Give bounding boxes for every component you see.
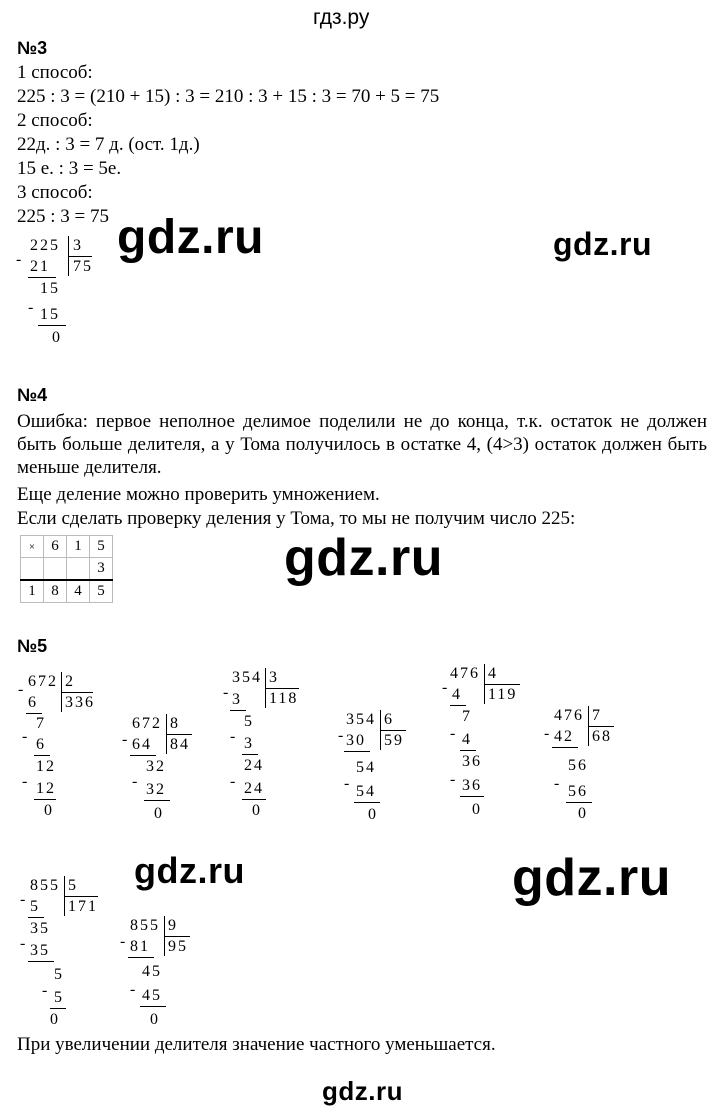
site-title[interactable]: гдз.ру	[313, 6, 370, 29]
step: 0	[578, 805, 588, 822]
step: 4	[462, 731, 472, 748]
dividend: 354	[346, 711, 376, 728]
step: 64	[132, 736, 152, 753]
minus-sign: -	[20, 891, 28, 908]
step: 12	[36, 780, 56, 797]
table-cell: 8	[44, 580, 67, 603]
table-cell	[67, 558, 90, 581]
step: 21	[30, 258, 50, 275]
task4-paragraph-3: Если сделать проверку деления у Тома, то мы не получим число 225:	[17, 508, 576, 529]
divisor: 3	[269, 669, 279, 686]
table-cell: ×	[21, 536, 44, 558]
table-cell: 1	[21, 580, 44, 603]
quotient: 95	[168, 938, 188, 955]
step: 54	[356, 759, 376, 776]
step: 5	[54, 989, 64, 1006]
dividend: 476	[554, 707, 584, 724]
dividend: 672	[132, 715, 162, 732]
step: 81	[130, 938, 150, 955]
step: 5	[30, 898, 40, 915]
minus-sign: -	[22, 773, 30, 790]
divisor: 5	[68, 877, 78, 894]
quotient: 118	[269, 690, 299, 707]
divisor: 4	[488, 665, 498, 682]
task3-line-6: 3 способ:	[17, 182, 93, 203]
step: 7	[36, 715, 46, 732]
table-cell: 5	[90, 580, 113, 603]
step: 5	[54, 966, 64, 983]
minus-sign: -	[28, 299, 36, 316]
minus-sign: -	[18, 681, 26, 698]
table-cell: 1	[67, 536, 90, 558]
divisor: 2	[65, 673, 75, 690]
dividend: 354	[232, 669, 262, 686]
watermark-footer[interactable]: gdz.ru	[322, 1076, 403, 1106]
task3-line-3: 2 способ:	[17, 110, 93, 131]
minus-sign: -	[230, 728, 238, 745]
quotient: 75	[73, 258, 93, 275]
task3-line-1: 1 способ:	[17, 62, 93, 83]
minus-sign: -	[22, 728, 30, 745]
minus-sign: -	[42, 982, 50, 999]
step: 0	[52, 329, 62, 346]
table-cell: 6	[44, 536, 67, 558]
task3-line-2: 225 : 3 = (210 + 15) : 3 = 210 : 3 + 15 : 3 = 70 + 5 = 75	[17, 86, 440, 107]
step: 45	[142, 963, 162, 980]
watermark: gdz.ru	[134, 850, 245, 891]
step: 24	[244, 757, 264, 774]
step: 24	[244, 780, 264, 797]
task5-conclusion: При увеличении делителя значение частного уменьшается.	[17, 1034, 496, 1055]
step: 7	[462, 708, 472, 725]
quotient: 119	[488, 686, 518, 703]
task3-line-7: 225 : 3 = 75	[17, 206, 109, 227]
step: 0	[472, 801, 482, 818]
divisor: 9	[168, 917, 178, 934]
minus-sign: -	[223, 684, 231, 701]
minus-sign: -	[442, 679, 450, 696]
dividend: 476	[450, 665, 480, 682]
task5-header: №5	[17, 636, 48, 656]
watermark: gdz.ru	[284, 529, 443, 587]
minus-sign: -	[338, 727, 346, 744]
dividend: 855	[130, 917, 160, 934]
quotient: 84	[170, 736, 190, 753]
step: 32	[146, 781, 166, 798]
step: 0	[154, 805, 164, 822]
step: 0	[44, 802, 54, 819]
watermark: gdz.ru	[117, 211, 264, 264]
minus-sign: -	[230, 773, 238, 790]
minus-sign: -	[344, 775, 352, 792]
step: 0	[368, 806, 378, 823]
step: 15	[40, 280, 60, 297]
minus-sign: -	[132, 773, 140, 790]
task4-paragraph-2: Еще деление можно проверить умножением.	[17, 484, 380, 505]
task3-header: №3	[17, 38, 48, 58]
quotient: 68	[592, 728, 612, 745]
dividend: 672	[28, 673, 58, 690]
minus-sign: -	[450, 725, 458, 742]
task4-paragraph-1: Ошибка: первое неполное делимое поделили не до конца, т.к. остаток не должен быть больше делителя, а у Тома получилось в остатке 4, (4>3) остаток должен быть меньше делителя.	[17, 411, 707, 478]
task4-header: №4	[17, 385, 48, 405]
minus-sign: -	[544, 725, 552, 742]
minus-sign: -	[554, 775, 562, 792]
watermark: gdz.ru	[512, 849, 671, 907]
dividend: 855	[30, 877, 60, 894]
task3-line-4: 22д. : 3 = 7 д. (ост. 1д.)	[17, 134, 200, 155]
step: 3	[244, 735, 254, 752]
step: 32	[146, 758, 166, 775]
step: 30	[346, 732, 366, 749]
step: 0	[252, 802, 262, 819]
divisor: 7	[592, 707, 602, 724]
step: 3	[232, 691, 242, 708]
divisor: 8	[170, 715, 180, 732]
step: 36	[462, 777, 482, 794]
quotient: 171	[68, 898, 98, 915]
table-cell: 5	[90, 536, 113, 558]
step: 42	[554, 728, 574, 745]
divisor: 3	[73, 237, 83, 254]
watermark: gdz.ru	[553, 226, 652, 262]
minus-sign: -	[120, 933, 128, 950]
minus-sign: -	[130, 981, 138, 998]
quotient: 336	[65, 694, 95, 711]
step: 56	[568, 783, 588, 800]
step: 4	[452, 686, 462, 703]
step: 15	[40, 306, 60, 323]
divisor: 6	[384, 711, 394, 728]
minus-sign: -	[20, 935, 28, 952]
step: 35	[30, 920, 50, 937]
step: 0	[50, 1011, 60, 1028]
step: 35	[30, 942, 50, 959]
step: 0	[150, 1011, 160, 1028]
step: 45	[142, 987, 162, 1004]
step: 6	[36, 736, 46, 753]
step: 36	[462, 753, 482, 770]
table-cell	[21, 558, 44, 581]
step: 5	[244, 713, 254, 730]
multiplication-check-table	[20, 535, 113, 603]
minus-sign: -	[16, 251, 24, 268]
step: 12	[36, 758, 56, 775]
task3-line-5: 15 е. : 3 = 5е.	[17, 158, 122, 179]
quotient: 59	[384, 732, 404, 749]
table-cell: 4	[67, 580, 90, 603]
step: 6	[28, 694, 38, 711]
step: 56	[568, 757, 588, 774]
table-cell: 3	[90, 558, 113, 581]
step: 54	[356, 783, 376, 800]
table-cell	[44, 558, 67, 581]
dividend: 225	[30, 237, 60, 254]
minus-sign: -	[122, 731, 130, 748]
minus-sign: -	[450, 771, 458, 788]
